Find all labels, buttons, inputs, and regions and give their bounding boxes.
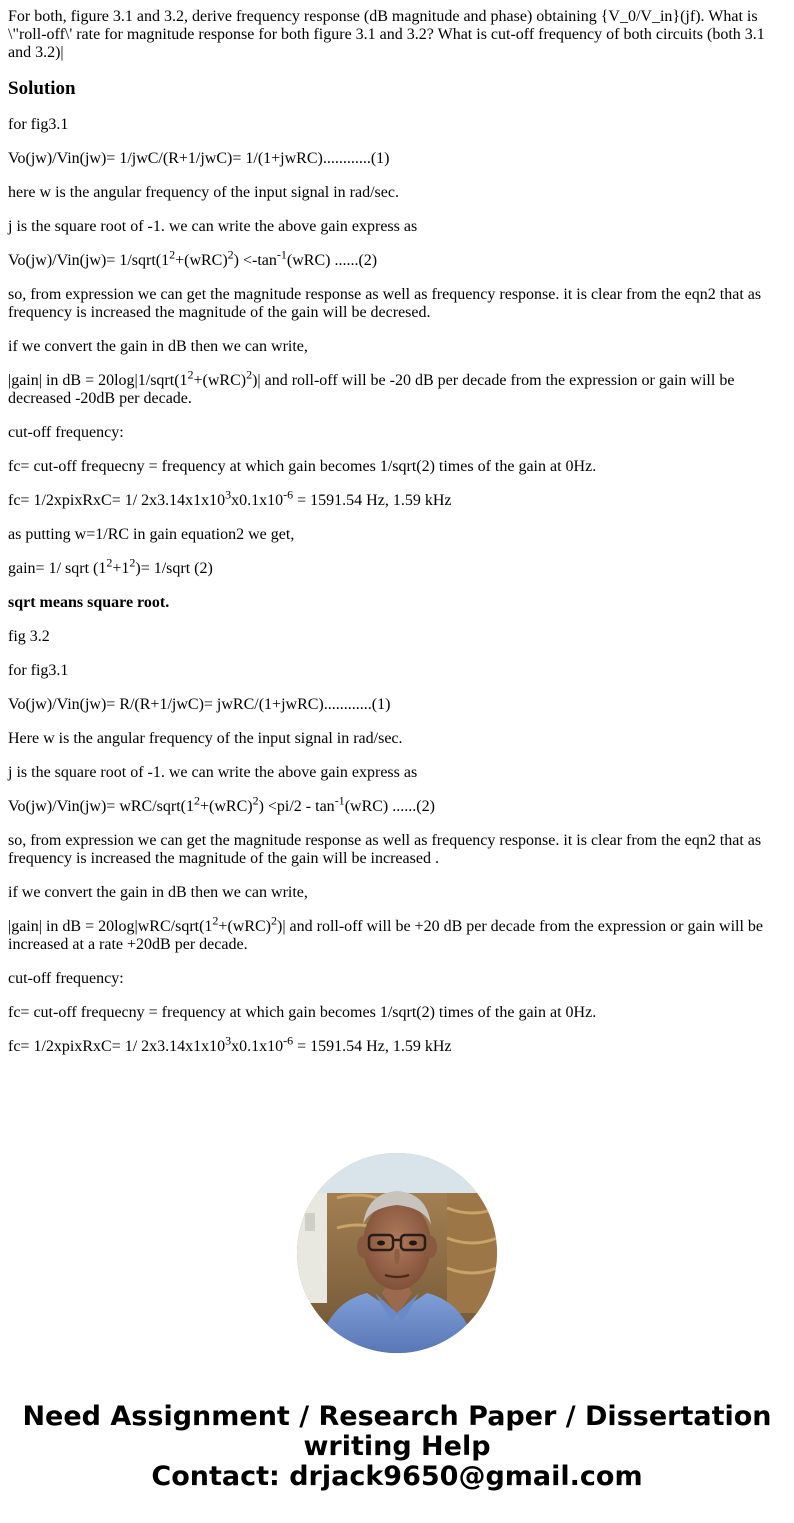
eq-part: +(wRC) — [218, 918, 271, 935]
fig32-w-definition: Here w is the angular frequency of the input signal in rad/sec. — [8, 730, 403, 747]
eq-part: |gain| in dB = 20log|1/sqrt(1 — [8, 372, 188, 389]
fig31-gain-eq — [8, 555, 780, 578]
solution-heading: Solution — [8, 78, 76, 99]
superscript: -6 — [283, 487, 294, 502]
eq-part: +(wRC) — [175, 252, 228, 269]
fig32-j-definition: j is the square root of -1. we can write the above gain express as — [8, 764, 418, 781]
question-text: For both, figure 3.1 and 3.2, derive frequency response (dB magnitude and phase) obtaining {V_0/V_in}(jf). What is \"roll-off\' rate for magnitude response for both figure 3.1 and 3.2? What is cut-off frequency of both circuits (both 3.1 and 3.2)| — [8, 8, 765, 61]
fig32-cutoff-label: cut-off frequency: — [8, 970, 124, 987]
superscript: 3 — [225, 1033, 232, 1048]
eq-part: (wRC) ......(2) — [344, 798, 435, 815]
superscript: 2 — [129, 555, 136, 570]
superscript: -6 — [283, 1033, 294, 1048]
superscript: 2 — [227, 247, 234, 262]
superscript: 2 — [169, 247, 176, 262]
contact-banner — [0, 1402, 794, 1492]
superscript: -1 — [334, 793, 345, 808]
eq-part: |gain| in dB = 20log|wRC/sqrt(1 — [8, 918, 213, 935]
eq-part: fc= 1/2xpixRxC= 1/ 2x3.14x1x10 — [8, 1038, 226, 1055]
fig31-j-definition: j is the square root of -1. we can write the above gain express as — [8, 218, 418, 235]
eq-part: +1 — [112, 560, 130, 577]
eq-part: x0.1x10 — [231, 1038, 284, 1055]
superscript: 2 — [246, 367, 253, 382]
superscript: 2 — [271, 913, 277, 928]
superscript: 2 — [193, 793, 200, 808]
fig32-db-gain — [8, 913, 780, 954]
eq-part: Vo(jw)/Vin(jw)= wRC/sqrt(1 — [8, 798, 194, 815]
fig32-eq1: Vo(jw)/Vin(jw)= R/(R+1/jwC)= jwRC/(1+jwRC)............(1) — [8, 696, 391, 713]
superscript: -1 — [276, 247, 287, 262]
eq-part: fc= 1/2xpixRxC= 1/ 2x3.14x1x10 — [8, 492, 226, 509]
answer-content — [8, 8, 780, 1072]
fig31-w-definition: here w is the angular frequency of the input signal in rad/sec. — [8, 184, 399, 201]
fig32-eq2 — [8, 793, 780, 816]
eq-part: )= 1/sqrt (2) — [135, 560, 213, 577]
eq-part: Vo(jw)/Vin(jw)= 1/sqrt(1 — [8, 252, 170, 269]
eq-part: x0.1x10 — [231, 492, 284, 509]
fig31-eq1: Vo(jw)/Vin(jw)= 1/jwC/(R+1/jwC)= 1/(1+jwRC)............(1) — [8, 150, 390, 167]
fig32-fc-definition: fc= cut-off frequecny = frequency at which gain becomes 1/sqrt(2) times of the gain at 0Hz. — [8, 1004, 597, 1021]
cta-line-2: writing Help — [303, 1431, 491, 1462]
fig32-fc-value — [8, 1033, 780, 1056]
eq-part: +(wRC) — [199, 798, 253, 815]
fig31-note: so, from expression we can get the magnitude response as well as frequency response. it is clear from the eqn2 that as frequency is increased the magnitude of the gain will be decresed. — [8, 286, 762, 321]
cta-contact-email: Contact: drjack9650@gmail.com — [151, 1461, 643, 1492]
author-avatar — [297, 1153, 497, 1353]
superscript: 2 — [212, 913, 219, 928]
eq-part: ) <-tan — [233, 252, 277, 269]
superscript: 2 — [252, 793, 259, 808]
sqrt-note: sqrt means square root. — [8, 594, 170, 611]
fig31-fc-definition: fc= cut-off frequecny = frequency at which gain becomes 1/sqrt(2) times of the gain at 0Hz. — [8, 458, 597, 475]
fig32-note: so, from expression we can get the magnitude response as well as frequency response. it is clear from the eqn2 that as frequency is increased the magnitude of the gain will be increased . — [8, 832, 762, 867]
eq-part: gain= 1/ sqrt (1 — [8, 560, 107, 577]
eq-part: +(wRC) — [193, 372, 247, 389]
eq-part: )| and roll-off will be +20 dB per decade from the expression or gain will be increased at a rate +20dB per decade. — [8, 918, 764, 953]
fig31-putting: as putting w=1/RC in gain equation2 we get, — [8, 526, 295, 543]
eq-part: )| and roll-off will be -20 dB per decade from the expression or gain will be decreased -20dB per decade. — [8, 372, 735, 407]
eq-part: ) <pi/2 - tan — [258, 798, 335, 815]
superscript: 2 — [106, 555, 113, 570]
eq-part: = 1591.54 Hz, 1.59 kHz — [293, 492, 452, 509]
superscript: 2 — [187, 367, 194, 382]
eq-part: = 1591.54 Hz, 1.59 kHz — [293, 1038, 452, 1055]
fig31-db-intro: if we convert the gain in dB then we can write, — [8, 338, 308, 355]
fig32-db-intro: if we convert the gain in dB then we can write, — [8, 884, 308, 901]
fig31-eq2 — [8, 247, 780, 270]
fig31-cutoff-label: cut-off frequency: — [8, 424, 124, 441]
avatar-portrait-image — [297, 1153, 497, 1353]
fig31-heading: for fig3.1 — [8, 116, 69, 133]
eq-part: (wRC) ......(2) — [286, 252, 378, 269]
superscript: 3 — [225, 487, 232, 502]
fig31-fc-value — [8, 487, 780, 510]
cta-line-1: Need Assignment / Research Paper / Dissertation — [22, 1401, 772, 1432]
fig32-heading: fig 3.2 — [8, 628, 50, 645]
fig32-subheading: for fig3.1 — [8, 662, 69, 679]
fig31-db-gain — [8, 367, 780, 408]
